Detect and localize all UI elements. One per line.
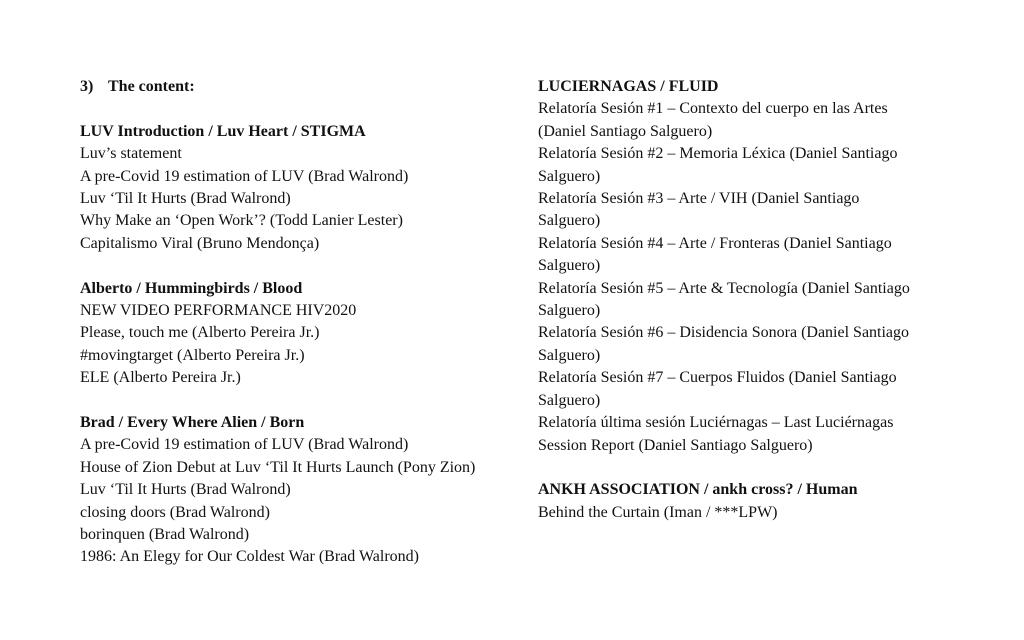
list-item: Relatoría Sesión #5 – Arte & Tecnología (Daniel Santiago Salguero): [538, 279, 910, 320]
group-heading: Brad / Every Where Alien / Born: [80, 414, 305, 432]
list-item: closing doors (Brad Walrond): [80, 503, 270, 521]
section-heading: [80, 76, 500, 98]
group-ankh-association: [538, 479, 913, 524]
list-item: Why Make an ‘Open Work’? (Todd Lanier Lester): [80, 212, 403, 230]
group-luciernagas: [538, 76, 913, 457]
group-luv-introduction: [80, 121, 500, 255]
list-item: Capitalismo Viral (Bruno Mendonça): [80, 234, 320, 252]
list-item: 1986: An Elegy for Our Coldest War (Brad Walrond): [80, 548, 419, 566]
list-item: Relatoría Sesión #2 – Memoria Léxica (Daniel Santiago Salguero): [538, 145, 898, 185]
list-item: borinquen (Brad Walrond): [80, 526, 250, 544]
group-brad: [80, 412, 500, 569]
list-item: Luv’s statement: [80, 145, 182, 163]
right-column: [538, 76, 913, 524]
list-item: A pre-Covid 19 estimation of LUV (Brad Walrond): [80, 167, 409, 185]
list-item: Relatoría Sesión #4 – Arte / Fronteras (Daniel Santiago Salguero): [538, 234, 892, 275]
list-item: Luv ‘Til It Hurts (Brad Walrond): [80, 481, 291, 499]
list-item: NEW VIDEO PERFORMANCE HIV2020: [80, 302, 357, 320]
group-alberto: [80, 278, 500, 390]
list-item: House of Zion Debut at Luv ‘Til It Hurts Launch (Pony Zion): [80, 458, 476, 476]
list-item: Relatoría Sesión #3 – Arte / VIH (Daniel Santiago Salguero): [538, 190, 860, 230]
group-heading: ANKH ASSOCIATION / ankh cross? / Human: [538, 481, 858, 499]
group-heading: LUV Introduction / Luv Heart / STIGMA: [80, 122, 366, 140]
list-item: Relatoría Sesión #7 – Cuerpos Fluidos (Daniel Santiago Salguero): [538, 369, 897, 409]
group-heading: LUCIERNAGAS / FLUID: [538, 78, 719, 95]
list-item: Luv ‘Til It Hurts (Brad Walrond): [80, 190, 291, 208]
list-item: Relatoría Sesión #6 – Disidencia Sonora (Daniel Santiago Salguero): [538, 324, 910, 364]
section-number: 3): [80, 78, 94, 95]
list-item: Please, touch me (Alberto Pereira Jr.): [80, 324, 320, 342]
group-heading: Alberto / Hummingbirds / Blood: [80, 279, 303, 297]
list-item: A pre-Covid 19 estimation of LUV (Brad Walrond): [80, 436, 409, 454]
list-item: Relatoría última sesión Luciérnagas – Last Luciérnagas Session Report (Daniel Santiago Salguero): [538, 414, 894, 454]
section-title: The content:: [108, 78, 195, 95]
left-column: [80, 76, 500, 569]
list-item: ELE (Alberto Pereira Jr.): [80, 369, 241, 387]
list-item: Relatoría Sesión #1 – Contexto del cuerpo en las Artes (Daniel Santiago Salguero): [538, 100, 888, 140]
list-item: Behind the Curtain (Iman / ***LPW): [538, 503, 778, 521]
list-item: #movingtarget (Alberto Pereira Jr.): [80, 346, 305, 364]
